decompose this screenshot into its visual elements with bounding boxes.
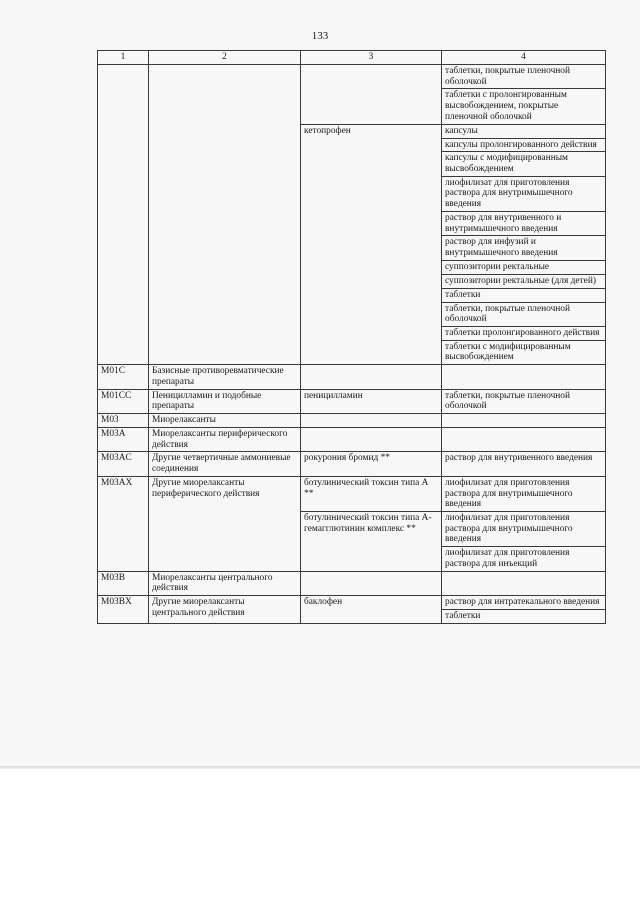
- column-header: 2: [149, 51, 301, 65]
- atc-code-cell: M03A: [98, 427, 149, 451]
- table-row: [98, 596, 606, 610]
- dosage-form-cell: капсулы: [442, 124, 606, 138]
- table-header-row: [98, 51, 606, 65]
- dosage-form-cell: [442, 427, 606, 451]
- dosage-form-cell: таблетки с модифицированным высвобождением: [442, 340, 606, 364]
- atc-code-cell: M01C: [98, 365, 149, 389]
- table-row: [98, 65, 606, 89]
- dosage-form-cell: [442, 413, 606, 427]
- substance-cell: [301, 413, 442, 427]
- table-row: [98, 476, 606, 511]
- group-name-cell: Базисные противоревматические препараты: [149, 365, 301, 389]
- table-row: [98, 427, 606, 451]
- atc-code-cell: M03BX: [98, 596, 149, 624]
- group-name-cell: Миорелаксанты центрального действия: [149, 571, 301, 595]
- drug-table: [97, 50, 606, 624]
- dosage-form-cell: таблетки, покрытые пленочной оболочкой: [442, 65, 606, 89]
- substance-cell: баклофен: [301, 596, 442, 624]
- atc-code-cell: M01CC: [98, 389, 149, 413]
- substance-cell: [301, 427, 442, 451]
- dosage-form-cell: суппозитории ректальные (для детей): [442, 274, 606, 288]
- atc-code-cell: M03AC: [98, 452, 149, 476]
- group-name-cell: Миорелаксанты периферического действия: [149, 427, 301, 451]
- group-name-cell: Миорелаксанты: [149, 413, 301, 427]
- group-name-cell: Пеницилламин и подобные препараты: [149, 389, 301, 413]
- table-row: [98, 452, 606, 476]
- dosage-form-cell: таблетки: [442, 609, 606, 623]
- table-row: [98, 389, 606, 413]
- group-name-cell: Другие миорелаксанты периферического действия: [149, 476, 301, 571]
- substance-cell: [301, 365, 442, 389]
- atc-code-cell: [98, 65, 149, 365]
- dosage-form-cell: раствор для интратекального введения: [442, 596, 606, 610]
- table-row: [98, 365, 606, 389]
- substance-cell: ботулинический токсин типа А **: [301, 476, 442, 511]
- dosage-form-cell: таблетки пролонгированного действия: [442, 326, 606, 340]
- atc-code-cell: M03AX: [98, 476, 149, 571]
- table-row: [98, 413, 606, 427]
- dosage-form-cell: таблетки, покрытые пленочной оболочкой: [442, 302, 606, 326]
- group-name-cell: Другие миорелаксанты центрального действия: [149, 596, 301, 624]
- substance-cell: кетопрофен: [301, 124, 442, 365]
- dosage-form-cell: лиофилизат для приготовления раствора для внутримышечного введения: [442, 476, 606, 511]
- dosage-form-cell: [442, 365, 606, 389]
- dosage-form-cell: раствор для внутривенного введения: [442, 452, 606, 476]
- dosage-form-cell: лиофилизат для приготовления раствора для внутримышечного введения: [442, 512, 606, 547]
- group-name-cell: Другие четвертичные аммониевые соединения: [149, 452, 301, 476]
- substance-cell: ботулинический токсин типа А-гемагглютинин комплекс **: [301, 512, 442, 572]
- column-header: 1: [98, 51, 149, 65]
- dosage-form-cell: лиофилизат для приготовления раствора для инъекций: [442, 547, 606, 571]
- group-name-cell: [149, 65, 301, 365]
- substance-cell: [301, 65, 442, 125]
- atc-code-cell: M03: [98, 413, 149, 427]
- dosage-form-cell: таблетки: [442, 288, 606, 302]
- dosage-form-cell: раствор для внутривенного и внутримышечного введения: [442, 211, 606, 235]
- atc-code-cell: M03B: [98, 571, 149, 595]
- substance-cell: [301, 571, 442, 595]
- dosage-form-cell: [442, 571, 606, 595]
- dosage-form-cell: капсулы пролонгированного действия: [442, 138, 606, 152]
- substance-cell: пеницилламин: [301, 389, 442, 413]
- page-number: 133: [311, 30, 329, 42]
- dosage-form-cell: лиофилизат для приготовления раствора для внутримышечного введения: [442, 176, 606, 211]
- dosage-form-cell: таблетки с пролонгированным высвобождением, покрытые пленочной оболочкой: [442, 89, 606, 124]
- column-header: 4: [442, 51, 606, 65]
- dosage-form-cell: суппозитории ректальные: [442, 260, 606, 274]
- column-header: 3: [301, 51, 442, 65]
- dosage-form-cell: раствор для инфузий и внутримышечного введения: [442, 236, 606, 260]
- dosage-form-cell: капсулы с модифицированным высвобождением: [442, 152, 606, 176]
- table-row: [98, 571, 606, 595]
- substance-cell: рокурония бромид **: [301, 452, 442, 476]
- scan-edge: [0, 766, 640, 769]
- dosage-form-cell: таблетки, покрытые пленочной оболочкой: [442, 389, 606, 413]
